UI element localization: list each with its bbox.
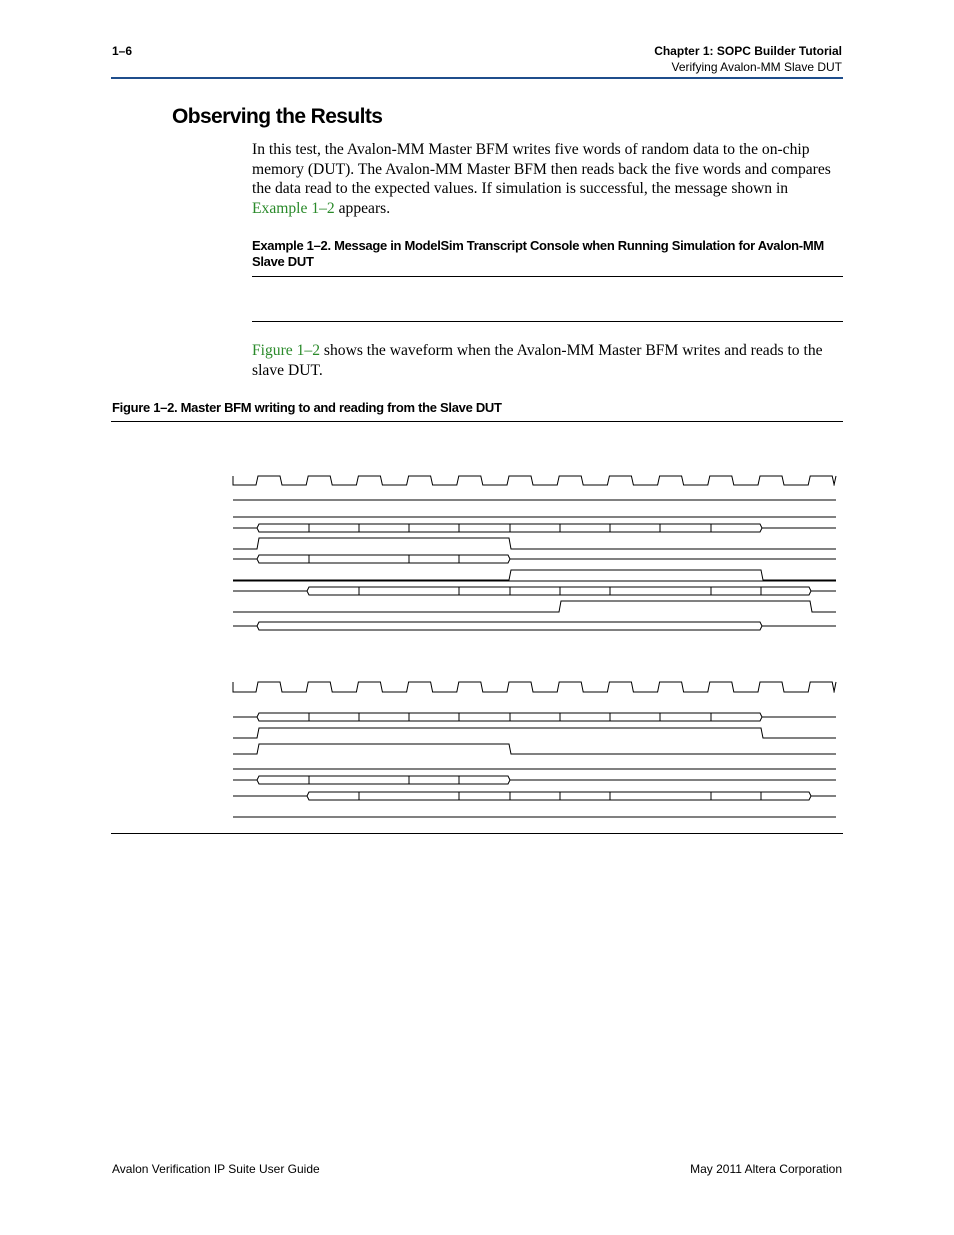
- waveform-trace-3: [233, 524, 836, 532]
- waveform-trace-5: [233, 555, 836, 563]
- footer-date-company: May 2011 Altera Corporation: [690, 1162, 842, 1176]
- waveform-trace-14: [233, 744, 836, 754]
- figure-link[interactable]: Figure 1–2: [252, 342, 321, 359]
- waveform-trace-12: [233, 713, 836, 721]
- intro-text-end: appears.: [334, 199, 391, 217]
- footer-guide-title: Avalon Verification IP Suite User Guide: [112, 1162, 320, 1176]
- waveform-trace-8: [233, 587, 836, 595]
- waveform-trace-7: [233, 570, 836, 580]
- intro-text: In this test, the Avalon-MM Master BFM writes five words of random data to the on-chip memory (DUT). The Avalon-MM Master BFM then reads back the five words and compares the data read to the expected values. If simulation is successful, the message shown in: [252, 141, 831, 198]
- waveform-trace-11: [233, 682, 836, 692]
- figure-text: shows the waveform when the Avalon-MM Master BFM writes and reads to the slave DUT.: [252, 342, 823, 379]
- page-number: 1–6: [112, 44, 133, 58]
- waveform-trace-9: [233, 601, 836, 612]
- waveform-trace-13: [233, 728, 836, 738]
- figure-caption: Figure 1–2. Master BFM writing to and reading from the Slave DUT: [112, 400, 502, 415]
- waveform-trace-10: [233, 622, 836, 630]
- waveform-trace-4: [233, 538, 836, 549]
- waveform-trace-17: [233, 792, 836, 800]
- waveform-trace-0: [233, 476, 836, 485]
- chapter-title: Chapter 1: SOPC Builder Tutorial: [654, 44, 842, 58]
- section-title: Observing the Results: [172, 105, 383, 128]
- section-name: Verifying Avalon-MM Slave DUT: [671, 60, 842, 74]
- example-link[interactable]: Example 1–2: [252, 199, 335, 217]
- waveform-traces: [233, 476, 836, 817]
- example-caption: Example 1–2. Message in ModelSim Transcript Console when Running Simulation for Avalon-MM Slave DUT: [252, 238, 824, 269]
- waveform-trace-16: [233, 776, 836, 784]
